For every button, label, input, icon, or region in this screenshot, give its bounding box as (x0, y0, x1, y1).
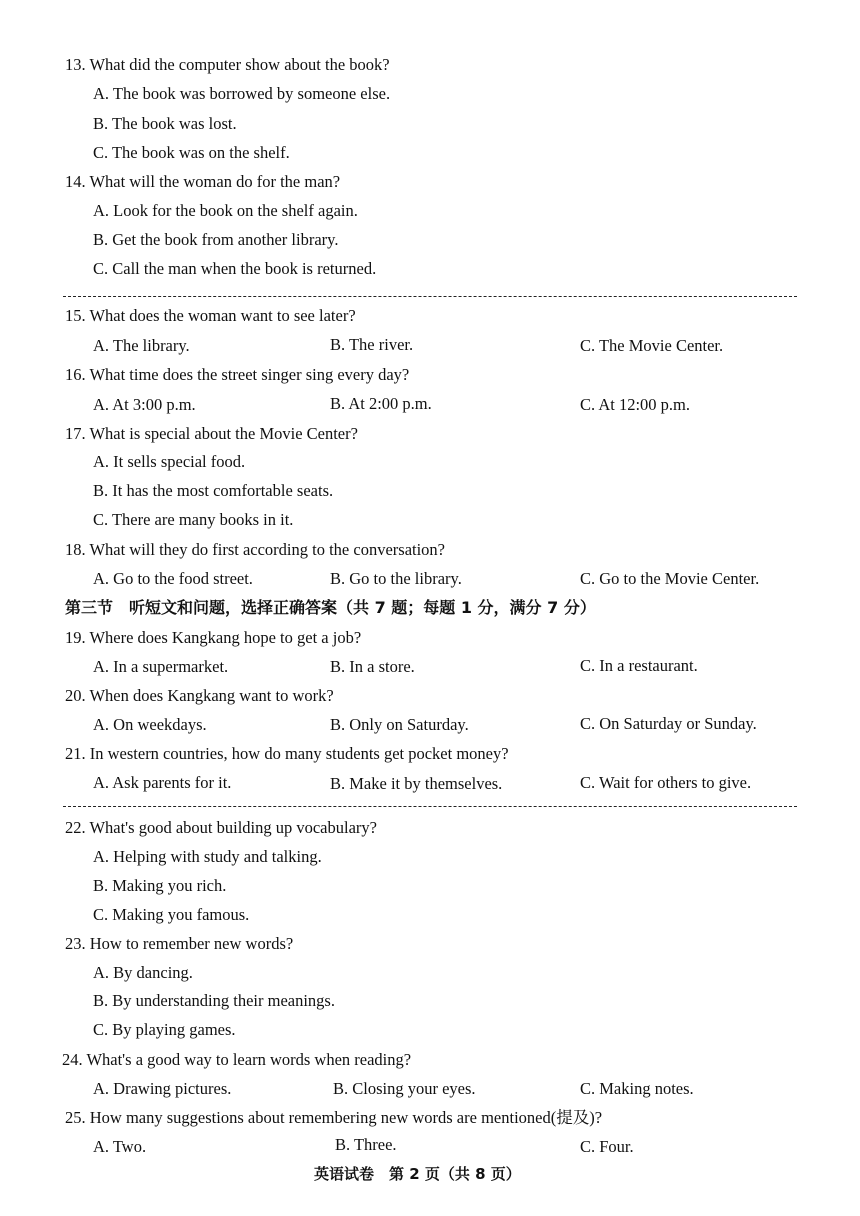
question-14-option-a: A. Look for the book on the shelf again. (93, 201, 358, 220)
question-24-stem: 24. What's a good way to learn words when reading? (62, 1050, 412, 1069)
question-23-option-b: B. By understanding their meanings. (93, 991, 335, 1010)
question-13-option-a: A. The book was borrowed by someone else. (93, 84, 391, 103)
question-16-option-a: A. At 3:00 p.m. (93, 395, 196, 414)
question-21-option-c: C. Wait for others to give. (580, 773, 752, 792)
question-25-option-a: A. Two. (93, 1137, 147, 1156)
question-17-option-c: C. There are many books in it. (93, 510, 294, 529)
question-14-option-b: B. Get the book from another library. (93, 230, 339, 249)
question-13-option-b: B. The book was lost. (93, 114, 237, 133)
question-20-stem: 20. When does Kangkang want to work? (65, 686, 334, 705)
question-22-option-c: C. Making you famous. (93, 905, 250, 924)
question-25-stem: 25. How many suggestions about remembering new words are mentioned(提及)? (65, 1108, 603, 1127)
question-23-stem: 23. How to remember new words? (65, 934, 294, 953)
question-15-option-c: C. The Movie Center. (580, 336, 724, 355)
question-20-option-c: C. On Saturday or Sunday. (580, 714, 757, 733)
question-18-stem: 18. What will they do first according to the conversation? (65, 540, 446, 559)
question-16-stem: 16. What time does the street singer sing every day? (65, 365, 410, 384)
question-24-option-a: A. Drawing pictures. (93, 1079, 232, 1098)
question-19-option-a: A. In a supermarket. (93, 657, 229, 676)
question-21-option-a: A. Ask parents for it. (93, 773, 232, 792)
question-15-stem: 15. What does the woman want to see later? (65, 306, 356, 325)
question-23-option-a: A. By dancing. (93, 963, 193, 982)
question-22-stem: 22. What's good about building up vocabulary? (65, 818, 377, 837)
question-19-option-b: B. In a store. (330, 657, 415, 676)
dashed-separator (63, 296, 797, 297)
question-25-option-c: C. Four. (580, 1137, 634, 1156)
question-18-option-c: C. Go to the Movie Center. (580, 569, 760, 588)
question-17-stem: 17. What is special about the Movie Center? (65, 424, 358, 443)
question-15-option-b: B. The river. (330, 335, 414, 354)
question-21-option-b: B. Make it by themselves. (330, 774, 503, 793)
question-19-stem: 19. Where does Kangkang hope to get a job? (65, 628, 362, 647)
question-25-option-b: B. Three. (335, 1135, 397, 1154)
question-16-option-b: B. At 2:00 p.m. (330, 394, 432, 413)
question-20-option-b: B. Only on Saturday. (330, 715, 469, 734)
question-20-option-a: A. On weekdays. (93, 715, 207, 734)
question-19-option-c: C. In a restaurant. (580, 656, 698, 675)
question-15-option-a: A. The library. (93, 336, 190, 355)
dashed-separator (63, 806, 797, 807)
question-14-option-c: C. Call the man when the book is returned. (93, 259, 377, 278)
question-22-option-b: B. Making you rich. (93, 876, 227, 895)
question-24-option-b: B. Closing your eyes. (333, 1079, 476, 1098)
question-13-option-c: C. The book was on the shelf. (93, 143, 290, 162)
question-18-option-a: A. Go to the food street. (93, 569, 253, 588)
question-18-option-b: B. Go to the library. (330, 569, 462, 588)
question-17-option-a: A. It sells special food. (93, 452, 246, 471)
section-heading: 第三节 听短文和问题，选择正确答案（共 7 题；每题 1 分，满分 7 分） (65, 598, 596, 617)
question-13-stem: 13. What did the computer show about the book? (65, 55, 390, 74)
question-17-option-b: B. It has the most comfortable seats. (93, 481, 334, 500)
question-14-stem: 14. What will the woman do for the man? (65, 172, 341, 191)
question-24-option-c: C. Making notes. (580, 1079, 694, 1098)
question-23-option-c: C. By playing games. (93, 1020, 236, 1039)
question-16-option-c: C. At 12:00 p.m. (580, 395, 691, 414)
question-21-stem: 21. In western countries, how do many students get pocket money? (65, 744, 509, 763)
question-22-option-a: A. Helping with study and talking. (93, 847, 322, 866)
page-footer: 英语试卷 第 2 页（共 8 页） (314, 1165, 521, 1183)
